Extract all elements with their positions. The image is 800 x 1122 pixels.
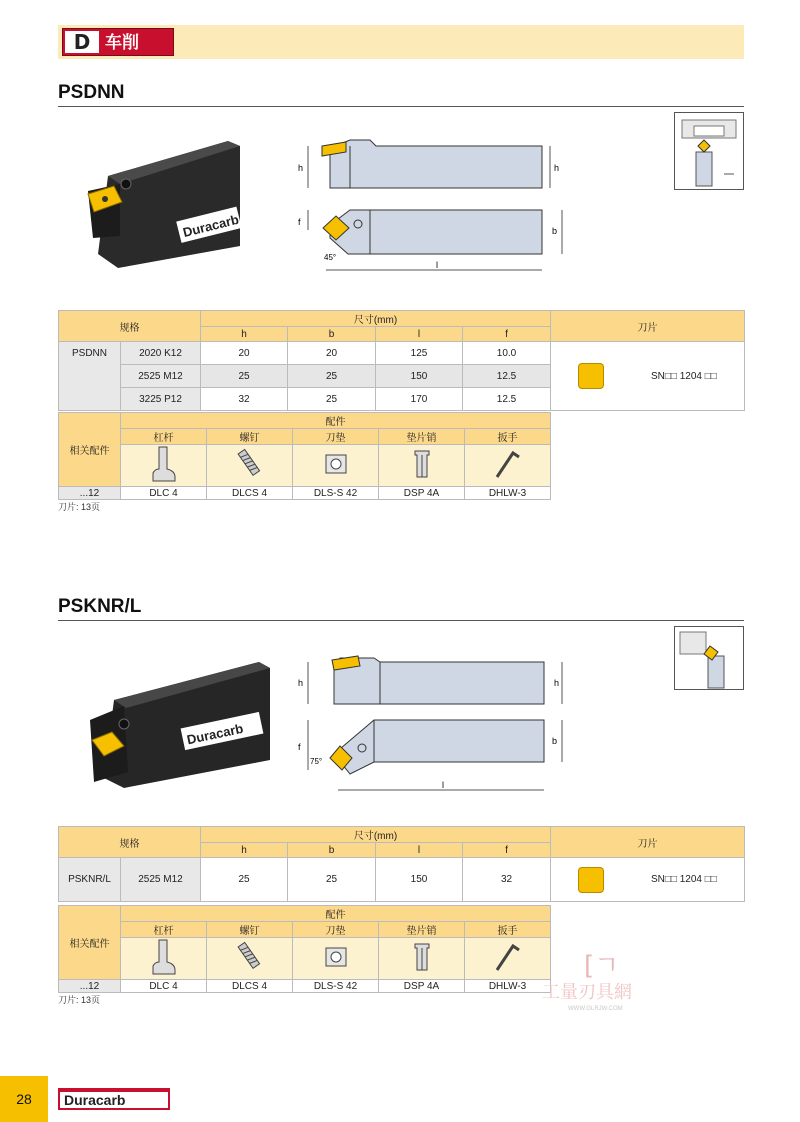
row-code: 2525 M12 xyxy=(121,365,201,388)
accessory-header: 配件 xyxy=(121,906,551,922)
tool-drawing-psdnn xyxy=(290,130,580,280)
svg-text:f: f xyxy=(298,742,301,752)
cell-h: 25 xyxy=(201,858,288,902)
wrench-icon xyxy=(465,938,551,980)
section-title-psknrl: PSKNR/L xyxy=(58,596,142,617)
svg-text:h: h xyxy=(298,678,304,688)
row-code: 3225 P12 xyxy=(121,388,201,411)
accessory-header: 配件 xyxy=(121,413,551,429)
cell-l: 170 xyxy=(376,388,463,411)
svg-text:45°: 45° xyxy=(324,253,337,262)
col-header-insert: 刀片 xyxy=(551,311,745,342)
family-name: PSKNR/L xyxy=(59,858,121,902)
orientation-diagram-psdnn xyxy=(674,112,744,190)
cell-h: 25 xyxy=(201,365,288,388)
insert-page-note: 刀片: 13页 xyxy=(58,502,101,512)
accessory-value: DHLW-3 xyxy=(465,980,551,993)
dim-header-f: f xyxy=(463,327,551,342)
shim-pin-icon xyxy=(379,938,465,980)
dim-header-l: l xyxy=(376,327,463,342)
dim-header-l: l xyxy=(376,843,463,858)
cell-f: 10.0 xyxy=(463,342,551,365)
svg-text:l: l xyxy=(436,260,438,270)
insert-code: SN□□ 1204 □□ xyxy=(650,370,717,382)
insert-icon xyxy=(578,867,604,893)
svg-text:h: h xyxy=(554,163,560,173)
watermark-title: 工量刃具網 xyxy=(542,982,632,1003)
accessory-value: DLC 4 xyxy=(121,487,207,500)
accessory-name: 杠杆 xyxy=(121,922,207,938)
table-row xyxy=(59,342,745,365)
svg-text:Duracarb: Duracarb xyxy=(181,211,241,241)
accessory-value: DLCS 4 xyxy=(207,980,293,993)
cell-l: 150 xyxy=(376,365,463,388)
accessory-value: DLS-S 42 xyxy=(293,980,379,993)
accessory-value: DHLW-3 xyxy=(465,487,551,500)
cell-b: 20 xyxy=(288,342,376,365)
watermark xyxy=(540,946,670,1016)
accessory-name: 杠杆 xyxy=(121,429,207,445)
brand-logo xyxy=(58,1088,170,1110)
row-code: 2525 M12 xyxy=(121,858,201,902)
cell-l: 125 xyxy=(376,342,463,365)
accessory-name: 扳手 xyxy=(465,429,551,445)
insert-icon xyxy=(578,363,604,389)
svg-text:75°: 75° xyxy=(310,757,323,766)
shim-icon xyxy=(293,445,379,487)
accessory-name: 垫片销 xyxy=(379,922,465,938)
cell-f: 32 xyxy=(463,858,551,902)
family-name: PSDNN xyxy=(59,342,121,411)
screw-icon xyxy=(207,938,293,980)
lever-icon xyxy=(121,938,207,980)
col-header-spec: 规格 xyxy=(59,827,201,858)
accessory-name: 刀垫 xyxy=(293,429,379,445)
insert-cell xyxy=(551,858,745,902)
col-header-dims: 尺寸(mm) xyxy=(201,311,551,327)
cell-f: 12.5 xyxy=(463,365,551,388)
shim-icon xyxy=(293,938,379,980)
lever-icon xyxy=(121,445,207,487)
tool-photo-psdnn xyxy=(78,136,248,271)
svg-text:Duracarb: Duracarb xyxy=(64,1092,126,1108)
wrench-icon xyxy=(465,445,551,487)
screw-icon xyxy=(207,445,293,487)
insert-code: SN□□ 1204 □□ xyxy=(650,874,717,885)
dim-header-h: h xyxy=(201,843,288,858)
accessory-name: 垫片销 xyxy=(379,429,465,445)
spec-table-psknrl xyxy=(58,826,745,902)
category-badge xyxy=(62,28,174,56)
accessory-value: DLCS 4 xyxy=(207,487,293,500)
insert-page-note: 刀片: 13页 xyxy=(58,995,101,1005)
accessory-value: DSP 4A xyxy=(379,487,465,500)
dim-header-f: f xyxy=(463,843,551,858)
accessory-row-label: ...12 xyxy=(59,487,121,500)
page-number: 28 xyxy=(0,1076,48,1122)
col-header-spec: 规格 xyxy=(59,311,201,342)
watermark-url: WWW.GLRJW.COM xyxy=(568,1006,623,1012)
category-letter: D xyxy=(65,31,99,53)
dim-header-b: b xyxy=(288,843,376,858)
cell-b: 25 xyxy=(288,858,376,902)
cell-b: 25 xyxy=(288,388,376,411)
svg-text:f: f xyxy=(298,217,301,227)
accessory-value: DLS-S 42 xyxy=(293,487,379,500)
accessory-name: 螺钉 xyxy=(207,922,293,938)
tool-drawing-psknrl xyxy=(290,650,580,800)
insert-cell xyxy=(551,342,745,411)
col-header-insert: 刀片 xyxy=(551,827,745,858)
svg-text:b: b xyxy=(552,736,558,746)
spec-table-psdnn xyxy=(58,310,745,411)
accessory-table-psdnn xyxy=(58,412,551,500)
section-title-psdnn: PSDNN xyxy=(58,82,125,103)
cell-b: 25 xyxy=(288,365,376,388)
dim-header-b: b xyxy=(288,327,376,342)
col-header-dims: 尺寸(mm) xyxy=(201,827,551,843)
svg-text:h: h xyxy=(298,163,304,173)
dim-header-h: h xyxy=(201,327,288,342)
cell-h: 32 xyxy=(201,388,288,411)
table-row xyxy=(59,858,745,902)
cell-f: 12.5 xyxy=(463,388,551,411)
title-rule xyxy=(58,106,744,107)
svg-text:b: b xyxy=(552,226,558,236)
cell-h: 20 xyxy=(201,342,288,365)
tool-photo-psknrl xyxy=(84,660,274,792)
accessory-name: 螺钉 xyxy=(207,429,293,445)
accessory-label: 相关配件 xyxy=(59,413,121,487)
accessory-value: DSP 4A xyxy=(379,980,465,993)
svg-text:h: h xyxy=(554,678,560,688)
accessory-table-psknrl xyxy=(58,905,551,993)
accessory-row-label: ...12 xyxy=(59,980,121,993)
title-rule xyxy=(58,620,744,621)
accessory-name: 刀垫 xyxy=(293,922,379,938)
orientation-diagram-psknrl xyxy=(674,626,744,690)
cell-l: 150 xyxy=(376,858,463,902)
accessory-label: 相关配件 xyxy=(59,906,121,980)
svg-text:Duracarb: Duracarb xyxy=(185,720,245,748)
row-code: 2020 K12 xyxy=(121,342,201,365)
accessory-value: DLC 4 xyxy=(121,980,207,993)
accessory-name: 扳手 xyxy=(465,922,551,938)
category-label: 车削 xyxy=(105,33,139,53)
svg-text:[ㄱ: [ㄱ xyxy=(584,951,620,981)
svg-text:l: l xyxy=(442,780,444,790)
shim-pin-icon xyxy=(379,445,465,487)
